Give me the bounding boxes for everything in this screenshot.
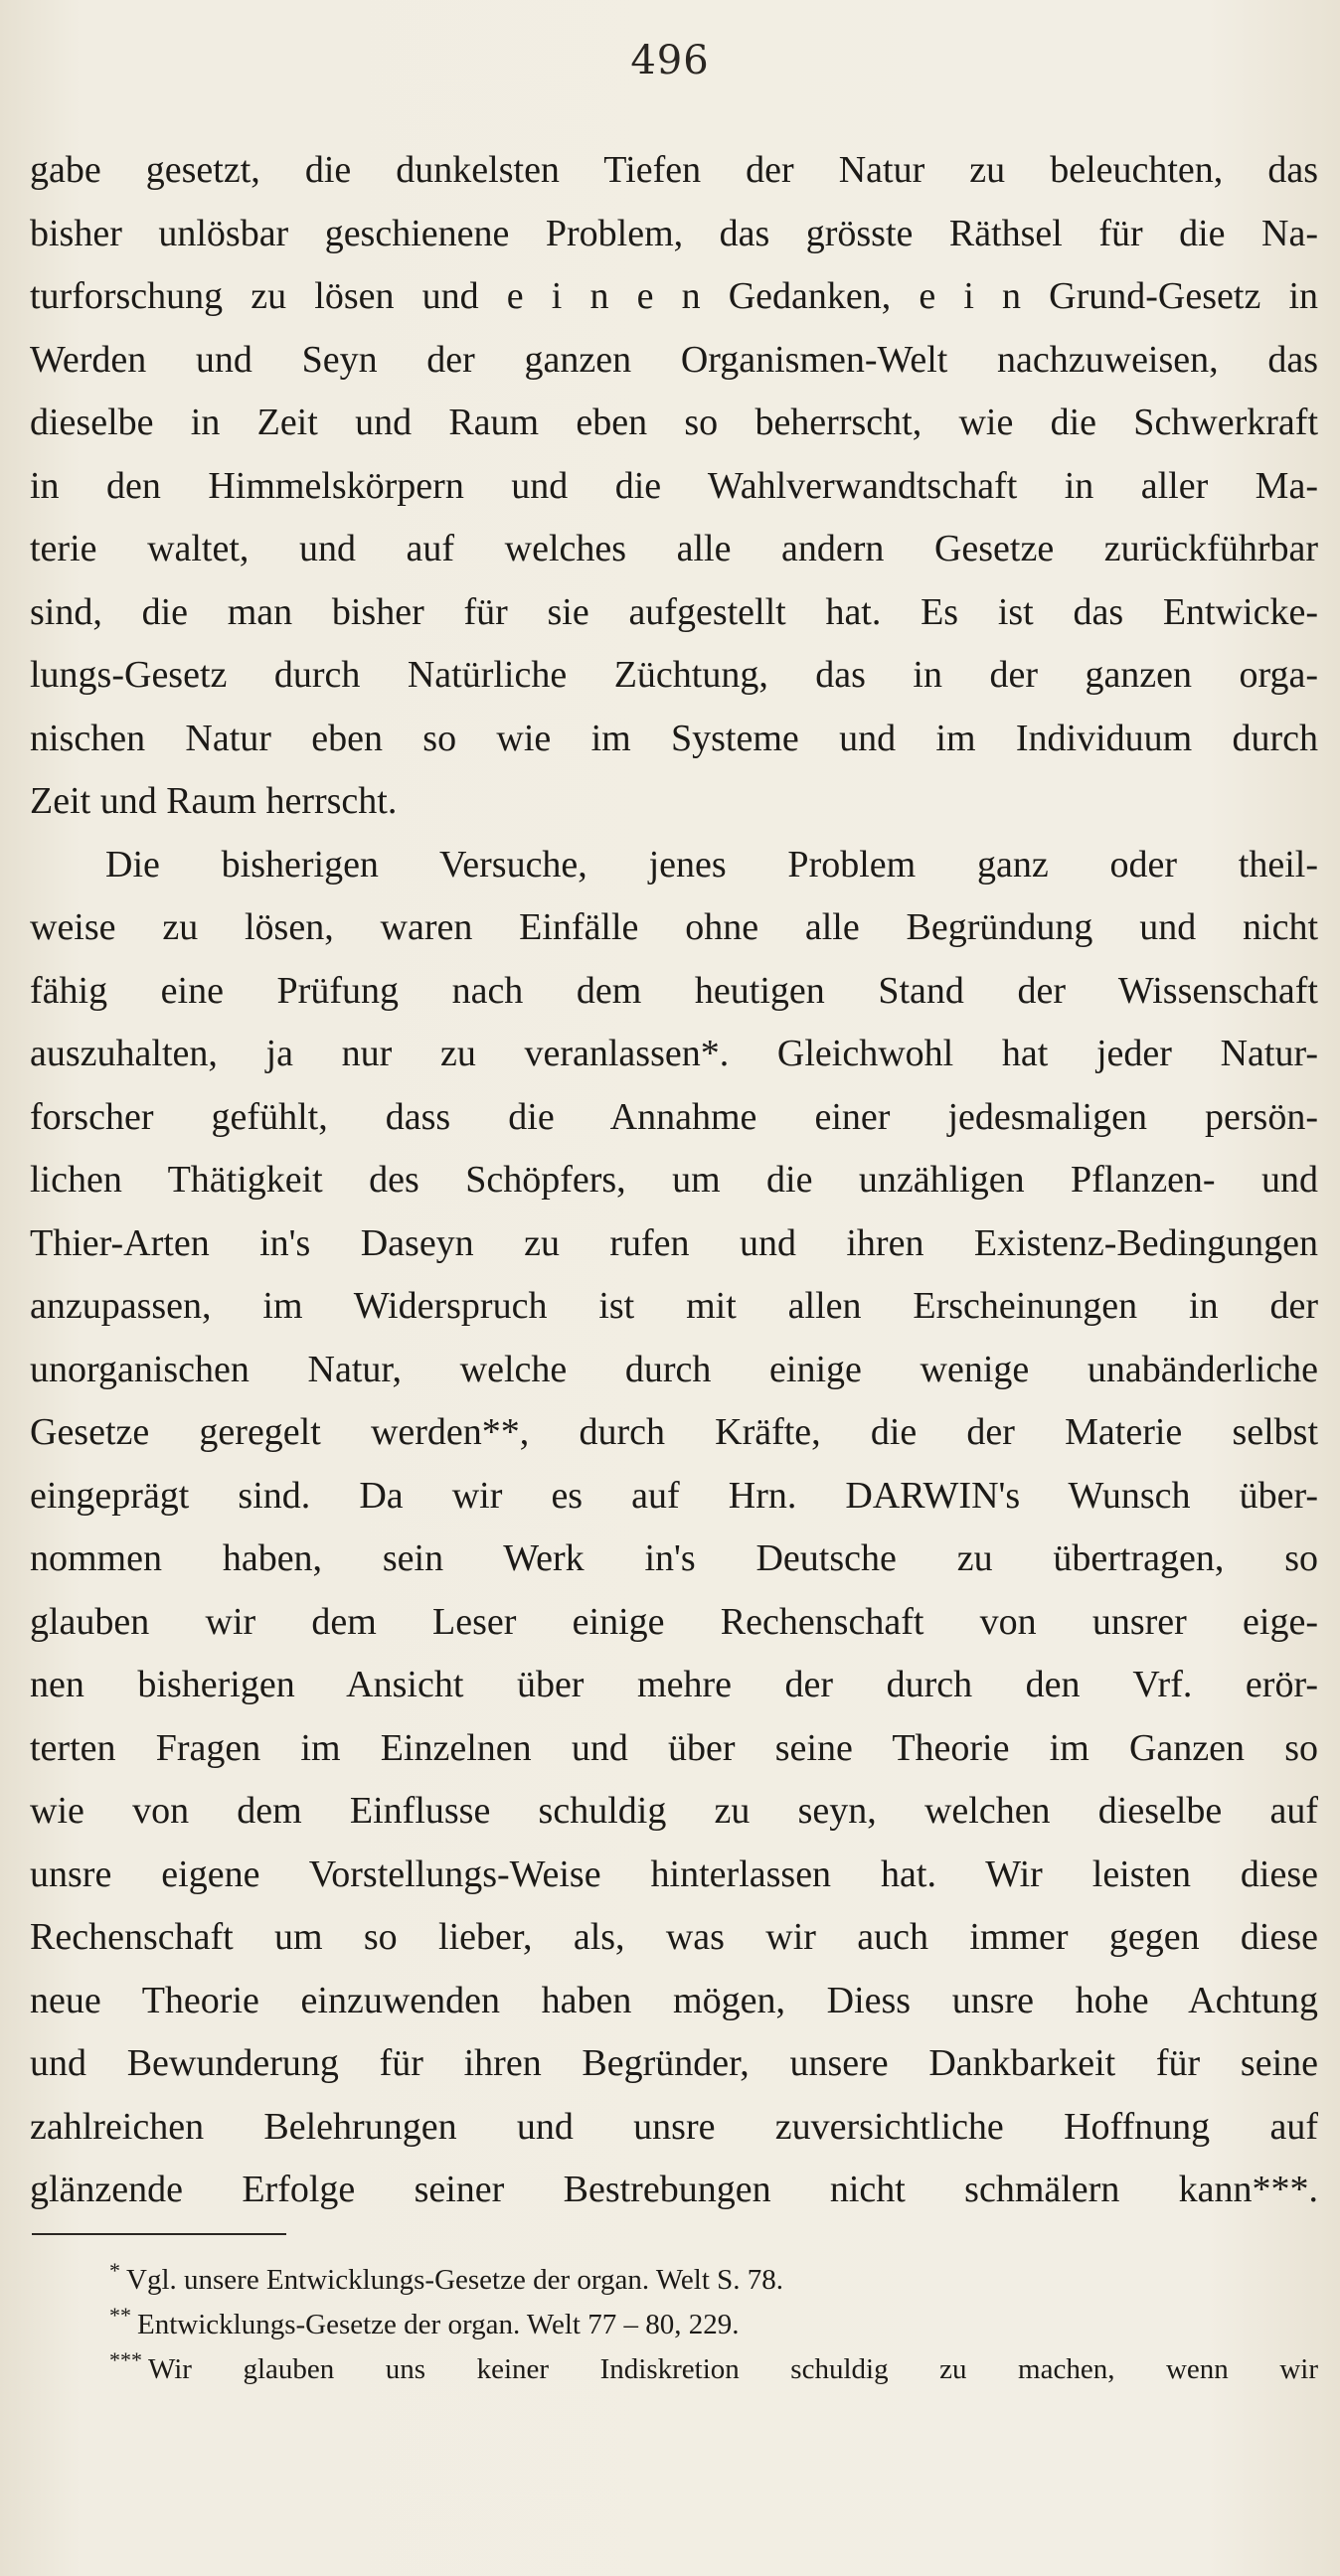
footnote-divider <box>32 2233 286 2235</box>
text-line: bisher unlösbar geschienene Problem, das grösste Räthsel für die Na- <box>30 212 1318 254</box>
page-number: 496 <box>630 38 710 83</box>
footnote-1 <box>109 2258 1318 2303</box>
body-text <box>30 139 1318 2222</box>
text-line: unorganischen Natur, welche durch einige wenige unabänderliche <box>30 1348 1318 1390</box>
text-line: terie waltet, und auf welches alle andern Gesetze zurückführbar <box>30 528 1318 569</box>
text-line: zahlreichen Belehrungen und unsre zuversichtliche Hoffnung auf <box>30 2105 1318 2148</box>
text-line: Rechenschaft um so lieber, als, was wir auch immer gegen diese <box>30 1916 1318 1958</box>
text-line: Zeit und Raum herrscht. <box>30 780 398 822</box>
text-line: Thier-Arten in's Daseyn zu rufen und ihren Existenz-Bedingungen <box>30 1221 1318 1264</box>
text-line: turforschung zu lösen und e i n e n Gedanken, e i n Grund-Gesetz in <box>30 275 1318 317</box>
text-line: eingeprägt sind. Da wir es auf Hrn. DARWIN's Wunsch über- <box>30 1474 1318 1517</box>
text-line: gabe gesetzt, die dunkelsten Tiefen der Natur zu beleuchten, das <box>30 149 1318 191</box>
text-line: und Bewunderung für ihren Begründer, unsere Dankbarkeit für seine <box>30 2042 1318 2084</box>
footnote-3 <box>109 2347 1318 2392</box>
text-line: neue Theorie einzuwenden haben mögen, Diess unsre hohe Achtung <box>30 1979 1318 2021</box>
text-line: in den Himmelskörpern und die Wahlverwandtschaft in aller Ma- <box>30 464 1318 507</box>
text-line: dieselbe in Zeit und Raum eben so beherrscht, wie die Schwerkraft <box>30 402 1318 443</box>
text-line: weise zu lösen, waren Einfälle ohne alle Begründung und nicht <box>30 906 1318 948</box>
text-line: lungs-Gesetz durch Natürliche Züchtung, das in der ganzen orga- <box>30 654 1318 696</box>
text-line: sind, die man bisher für sie aufgestellt hat. Es ist das Entwicke- <box>30 590 1318 633</box>
footnote-text: Vgl. unsere Entwicklungs-Gesetze der organ. Welt S. 78. <box>126 2264 784 2296</box>
text-line: wie von dem Einflusse schuldig zu seyn, welchen dieselbe auf <box>30 1790 1318 1832</box>
footnote-mark: *** <box>109 2347 142 2373</box>
footnote-mark: ** <box>109 2303 131 2329</box>
text-line: Gesetze geregelt werden**, durch Kräfte, die der Materie selbst <box>30 1411 1318 1453</box>
text-line: nommen haben, sein Werk in's Deutsche zu übertragen, so <box>30 1537 1318 1579</box>
text-line: anzupassen, im Widerspruch ist mit allen Erscheinungen in der <box>30 1285 1318 1327</box>
footnote-2 <box>109 2303 1318 2347</box>
footnotes <box>109 2258 1318 2392</box>
text-line: terten Fragen im Einzelnen und über seine Theorie im Ganzen so <box>30 1726 1318 1769</box>
paragraph-start-line: Die bisherigen Versuche, jenes Problem ganz oder theil- <box>105 843 1318 886</box>
text-line: unsre eigene Vorstellungs-Weise hinterlassen hat. Wir leisten diese <box>30 1852 1318 1895</box>
text-line: nen bisherigen Ansicht über mehre der durch den Vrf. erör- <box>30 1664 1318 1705</box>
text-line: auszuhalten, ja nur zu veranlassen*. Gleichwohl hat jeder Natur- <box>30 1033 1318 1074</box>
text-line: glauben wir dem Leser einige Rechenschaft von unsrer eige- <box>30 1600 1318 1643</box>
text-line: glänzende Erfolge seiner Bestrebungen nicht schmälern kann***. <box>30 2169 1318 2210</box>
text-line: fähig eine Prüfung nach dem heutigen Stand der Wissenschaft <box>30 969 1318 1012</box>
footnote-mark: * <box>109 2258 120 2284</box>
text-line: nischen Natur eben so wie im Systeme und im Individuum durch <box>30 717 1318 759</box>
footnote-text: Wir glauben uns keiner Indiskretion schuldig zu machen, wenn wir <box>148 2353 1318 2385</box>
text-line: lichen Thätigkeit des Schöpfers, um die unzähligen Pflanzen- und <box>30 1159 1318 1201</box>
footnote-text: Entwicklungs-Gesetze der organ. Welt 77 – 80, 229. <box>137 2309 740 2340</box>
text-line: Werden und Seyn der ganzen Organismen-Welt nachzuweisen, das <box>30 338 1318 381</box>
text-line: forscher gefühlt, dass die Annahme einer jedesmaligen persön- <box>30 1095 1318 1138</box>
